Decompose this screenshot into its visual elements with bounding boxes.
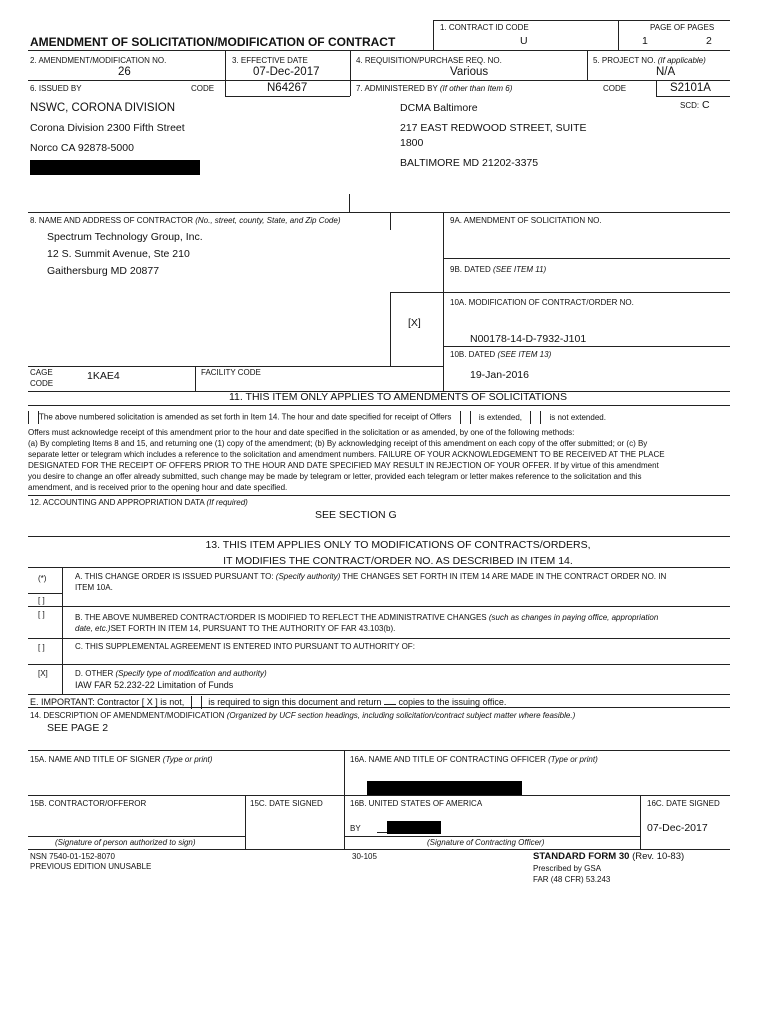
standard-form-rev: (Rev. 10-83): [632, 851, 685, 862]
item-11-title: 11. THIS ITEM ONLY APPLIES TO AMENDMENTS OF SOLICITATIONS: [228, 391, 568, 403]
item-13d-italic: (Specify type of modification and authority): [115, 669, 267, 678]
effective-date-value: 07-Dec-2017: [253, 66, 320, 78]
item-13b-text-main: B. THE ABOVE NUMBERED CONTRACT/ORDER IS MODIFIED TO REFLECT THE ADMINISTRATIVE CHANGES: [75, 613, 487, 622]
label-16a-italic: (Type or print): [548, 755, 598, 764]
contractor-label-italic: (No., street, county, State, and Zip Code): [195, 216, 341, 225]
redaction-block: [30, 160, 200, 175]
item-14-label: [30, 711, 575, 720]
item-13a-text: [75, 572, 666, 581]
rule: [28, 707, 730, 708]
extended-checkbox[interactable]: [460, 411, 471, 424]
item-10a-value: N00178-14-D-7932-J101: [470, 333, 587, 345]
rule: [433, 20, 434, 50]
item-13c-mark[interactable]: [ ]: [38, 643, 45, 652]
item-14-label-text: 14. DESCRIPTION OF AMENDMENT/MODIFICATION: [30, 711, 225, 720]
page-of-pages-label: PAGE OF PAGES: [650, 23, 715, 32]
scd-label: SCD:: [680, 101, 700, 110]
item-14-value: SEE PAGE 2: [47, 722, 109, 734]
admin-line-2: 217 EAST REDWOOD STREET, SUITE: [400, 122, 587, 134]
contractor-line-2: 12 S. Summit Avenue, Ste 210: [47, 248, 190, 260]
item-13b-mark[interactable]: [ ]: [38, 610, 45, 619]
label-15c: 15C. DATE SIGNED: [250, 799, 323, 808]
cage-label-1: CAGE: [30, 368, 53, 377]
rule: [28, 795, 730, 796]
form-number: 30-105: [352, 852, 377, 861]
rule: [225, 50, 226, 96]
rule: [225, 96, 350, 97]
item-13b-text-3: [75, 624, 395, 633]
rule: [28, 849, 730, 850]
rule: [344, 836, 640, 837]
item-13d-mark[interactable]: [X]: [38, 669, 48, 678]
item-13b-italic: (such as changes in paying office, appropriation: [488, 613, 659, 622]
rule: [349, 194, 350, 212]
item-13a-mark[interactable]: (*): [38, 574, 47, 583]
rule: [28, 750, 730, 751]
item-9b-label-italic: (SEE ITEM 11): [492, 265, 547, 274]
rule: [195, 366, 196, 392]
rule: [28, 567, 730, 568]
previous-edition: PREVIOUS EDITION UNUSABLE: [30, 862, 152, 871]
item-12-label-text: 12. ACCOUNTING AND APPROPRIATION DATA: [30, 498, 205, 507]
contractor-label: [30, 216, 341, 225]
contract-id-value: U: [520, 35, 528, 47]
rule: [443, 212, 444, 392]
item-11-line-1c: is not extended.: [549, 412, 606, 422]
rule: [377, 832, 387, 833]
rule: [245, 795, 246, 850]
administered-by-label: [356, 84, 512, 93]
rule: [656, 96, 730, 97]
important-is-not-checkbox[interactable]: [ X ]: [141, 696, 158, 707]
rule: [28, 405, 730, 406]
label-16a: [350, 755, 598, 764]
administered-by-label-italic: (If other than Item 6): [439, 84, 513, 93]
rule: [28, 694, 730, 695]
contractor-line-3: Gaithersburg MD 20877: [47, 265, 160, 277]
item-13a-text-main: A. THIS CHANGE ORDER IS ISSUED PURSUANT TO:: [75, 572, 274, 581]
issued-by-label: 6. ISSUED BY: [30, 84, 82, 93]
item-13b-text: [75, 613, 658, 622]
rule: [443, 346, 730, 347]
item-13a-italic: (Specify authority): [275, 572, 341, 581]
rule: [28, 536, 730, 537]
item-9a-label: 9A. AMENDMENT OF SOLICITATION NO.: [450, 216, 602, 225]
item-13a-text-2: THE CHANGES SET FORTH IN ITEM 14 ARE MADE IN THE CONTRACT ORDER NO. IN: [342, 572, 667, 581]
far-reference: FAR (48 CFR) 53.243: [533, 875, 611, 884]
item-11-line-1b: is extended,: [478, 412, 522, 422]
item-12-label-italic: (If required): [206, 498, 248, 507]
requisition-value: Various: [450, 66, 489, 78]
label-15a-italic: (Type or print): [162, 755, 213, 764]
rule: [28, 638, 730, 639]
issuer-line-2: Corona Division 2300 Fifth Street: [30, 122, 185, 134]
item-11-para-2: (a) By completing Items 8 and 15, and returning one (1) copy of the amendment; (b) By acknowledging receipt of this amendment on each copy of the offer submitted; or (c) By: [28, 439, 648, 448]
rule: [28, 366, 443, 367]
item-11-para-1: Offers must acknowledge receipt of this amendment prior to the hour and date specified in the solicitation or as amended, by one of the following methods:: [28, 428, 575, 437]
item-13-title-1: 13. THIS ITEM APPLIES ONLY TO MODIFICATIONS OF CONTRACTS/ORDERS,: [205, 539, 591, 551]
redaction-block: [387, 821, 441, 834]
issuer-line-3: Norco CA 92878-5000: [30, 142, 134, 154]
project-no-label-italic: (If applicable): [657, 56, 706, 65]
item-11-line-1a: The above numbered solicitation is amended as set forth in Item 14. The hour and date specified for receipt of Offers: [39, 412, 452, 422]
rule: [28, 606, 730, 607]
standard-form-name: STANDARD FORM 30: [533, 851, 630, 862]
rule: [587, 50, 588, 80]
page-number: 1: [642, 35, 648, 47]
project-no-value: N/A: [656, 66, 676, 78]
item-13d-text: [75, 669, 267, 678]
item-10a-checkbox[interactable]: [X]: [408, 317, 421, 329]
form-title: AMENDMENT OF SOLICITATION/MODIFICATION OF CONTRACT: [30, 35, 396, 49]
issued-code-label: CODE: [191, 84, 215, 93]
issuer-line-1: NSWC, CORONA DIVISION: [30, 102, 176, 114]
cage-value: 1KAE4: [87, 370, 120, 382]
label-15a-text: 15A. NAME AND TITLE OF SIGNER: [30, 755, 161, 764]
contractor-label-text: 8. NAME AND ADDRESS OF CONTRACTOR: [30, 216, 193, 225]
rule: [656, 80, 657, 96]
redaction-block: [367, 781, 522, 796]
rule: [28, 836, 245, 837]
item-10b-label: [450, 350, 551, 359]
item-9b-label-text: 9B. DATED: [450, 265, 491, 274]
effective-date-label: 3. EFFECTIVE DATE: [232, 56, 308, 65]
item-10a-label: 10A. MODIFICATION OF CONTRACT/ORDER NO.: [450, 298, 634, 307]
rule: [62, 567, 63, 694]
by-label: BY: [350, 824, 361, 833]
rule: [390, 212, 391, 230]
label-15a: [30, 755, 212, 764]
item-11-line-1: [28, 411, 606, 424]
amendment-no-value: 26: [118, 66, 131, 78]
project-no-label-text: 5. PROJECT NO.: [593, 56, 656, 65]
item-10b-value: 19-Jan-2016: [470, 369, 529, 381]
item-13-title-2: IT MODIFIES THE CONTRACT/ORDER NO. AS DESCRIBED IN ITEM 14.: [223, 555, 573, 567]
item-10b-label-text: 10B. DATED: [450, 350, 496, 359]
item-13d-authority: IAW FAR 52.232-22 Limitation of Funds: [75, 680, 234, 690]
cage-label-2: CODE: [30, 379, 54, 388]
item-10b-label-italic: (SEE ITEM 13): [497, 350, 552, 359]
rule: [618, 20, 619, 50]
item-11-para-4: DESIGNATED FOR THE RECEIPT OF OFFERS PRIOR TO THE HOUR AND DATE SPECIFIED MAY RESULT IN REJECTION OF YOUR OFFER. If by virtue of this amendment: [28, 461, 659, 470]
important-a: E. IMPORTANT: Contractor: [30, 696, 140, 707]
label-15b: 15B. CONTRACTOR/OFFEROR: [30, 799, 147, 808]
item-9b-label: [450, 265, 546, 274]
item-13a-text-3: ITEM 10A.: [75, 583, 113, 592]
admin-line-3: 1800: [400, 137, 424, 149]
rule: [433, 20, 730, 21]
rule: [28, 593, 62, 594]
scd-value: C: [702, 99, 710, 111]
facility-code-label: FACILITY CODE: [201, 368, 261, 377]
item-11-para-6: amendment, and is received prior to the opening hour and date specified.: [28, 483, 288, 492]
important-d: copies to the issuing office.: [398, 696, 507, 707]
item-11-para-5: you desire to change an offer already submitted, such change may be made by telegram or letter, provided each telegram or letter makes reference to the solicitation and this: [28, 472, 642, 481]
label-16c: 16C. DATE SIGNED: [647, 799, 720, 808]
rule: [443, 258, 730, 259]
requisition-label: 4. REQUISITION/PURCHASE REQ. NO.: [356, 56, 502, 65]
item-14-label-italic: (Organized by UCF section headings, including solicitation/contract subject matter where feasible.): [226, 711, 576, 720]
admin-line-4: BALTIMORE MD 21202-3375: [400, 157, 539, 169]
checkbox-bracket[interactable]: [28, 411, 39, 424]
item-13d-text-main: D. OTHER: [75, 669, 114, 678]
issued-code-value: N64267: [267, 82, 308, 94]
sig-person-label: (Signature of person authorized to sign): [55, 838, 196, 847]
important-b: is not,: [160, 696, 185, 707]
important-c: is required to sign this document and return: [208, 696, 382, 707]
admin-line-1: DCMA Baltimore: [400, 102, 478, 114]
sig-officer-label: (Signature of Contracting Officer): [427, 838, 545, 847]
rule: [350, 50, 351, 96]
rule: [640, 795, 641, 850]
date-16c-value: 07-Dec-2017: [647, 822, 708, 834]
item-13b-text-3-main: SET FORTH IN ITEM 14, PURSUANT TO THE AUTHORITY OF FAR 43.103(b).: [110, 624, 396, 633]
label-16a-text: 16A. NAME AND TITLE OF CONTRACTING OFFICER: [350, 755, 546, 764]
item-12-value: SEE SECTION G: [315, 509, 397, 521]
label-16b: 16B. UNITED STATES OF AMERICA: [350, 799, 483, 808]
item-12-label: [30, 498, 248, 507]
item-13c-text: C. THIS SUPPLEMENTAL AGREEMENT IS ENTERED INTO PURSUANT TO AUTHORITY OF:: [75, 642, 415, 651]
rule: [28, 50, 730, 51]
standard-form: [533, 851, 684, 862]
administered-by-label-text: 7. ADMINISTERED BY: [356, 84, 438, 93]
nsn: NSN 7540-01-152-8070: [30, 852, 115, 861]
admin-code-value: S2101A: [670, 82, 711, 94]
admin-code-label: CODE: [603, 84, 627, 93]
rule: [390, 292, 391, 366]
not-extended-checkbox[interactable]: [530, 411, 541, 424]
item-13b-italic-2: date, etc.): [75, 624, 111, 633]
rule: [344, 750, 345, 850]
copies-blank[interactable]: [384, 704, 396, 705]
item-13-blank-mark[interactable]: [ ]: [38, 596, 45, 605]
rule: [28, 495, 730, 496]
contract-id-label: 1. CONTRACT ID CODE: [440, 23, 529, 32]
prescribed-by: Prescribed by GSA: [533, 864, 602, 873]
rule: [28, 80, 730, 81]
project-no-label: [593, 56, 706, 65]
rule: [390, 292, 730, 293]
contractor-line-1: Spectrum Technology Group, Inc.: [47, 231, 203, 243]
item-11-para-3: separate letter or telegram which includes a reference to the solicitation and amendment numbers. FAILURE OF YOUR ACKNOWLEDGEMENT TO BE RECEIVED AT THE PLACE: [28, 450, 665, 459]
rule: [28, 664, 730, 665]
pages-count: 2: [706, 35, 712, 47]
rule: [28, 212, 730, 213]
amendment-no-label: 2. AMENDMENT/MODIFICATION NO.: [30, 56, 167, 65]
